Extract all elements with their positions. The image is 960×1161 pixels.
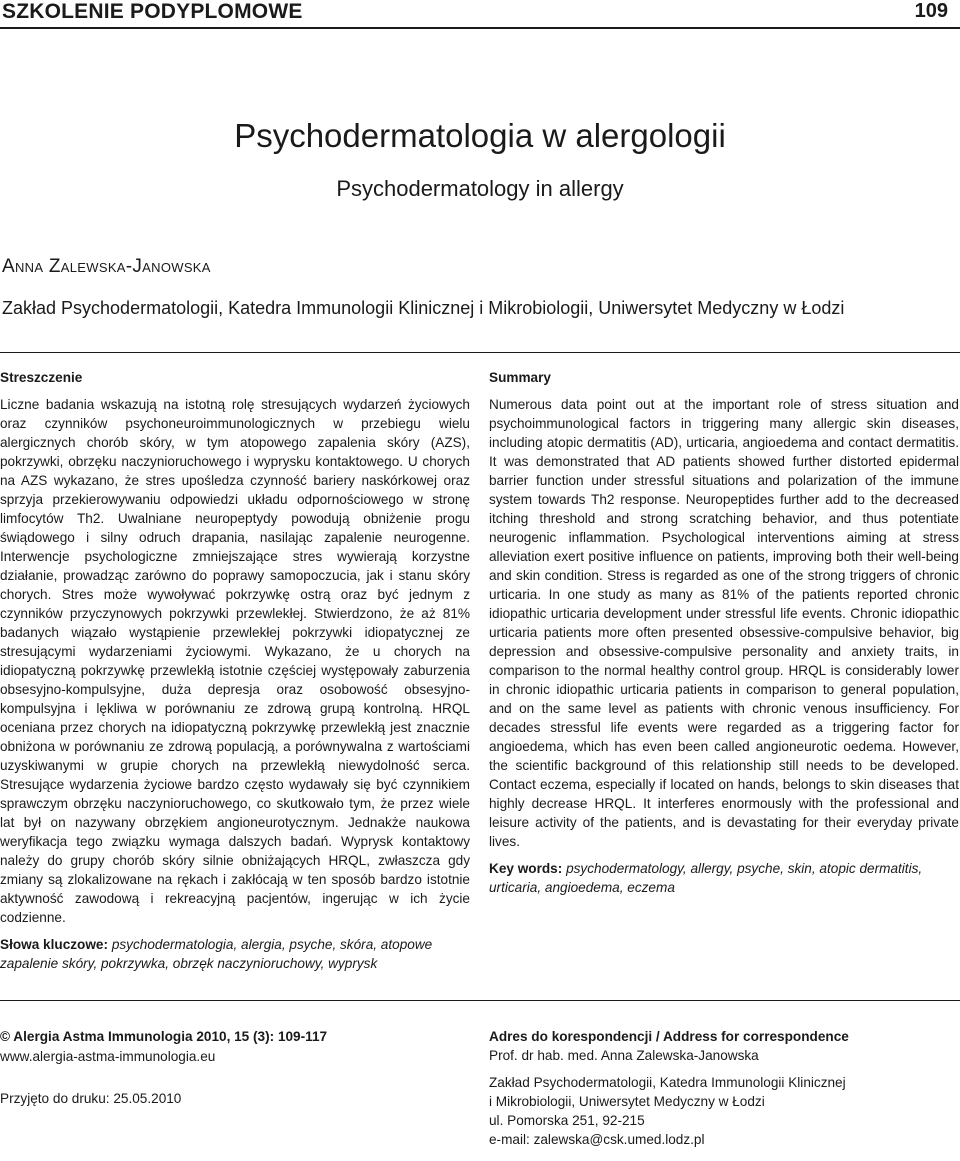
- running-header: [0, 0, 960, 26]
- journal-info: [0, 1027, 470, 1109]
- correspondence-email[interactable]: e-mail: zalewska@csk.umed.lodz.pl: [489, 1132, 705, 1147]
- address-line-2: i Mikrobiologii, Uniwersytet Medyczny w Łodzi: [489, 1094, 765, 1109]
- abstract-polish: [0, 368, 470, 973]
- abstract-polish-body: Liczne badania wskazują na istotną rolę stresujących wydarzeń życiowych oraz czynników psychoneuroimmunologicznych w przebiegu wielu alergicznych chorób skóry, w tym atopowego zapalenia skóry (AZS), pokrzywki, obrzęku naczynioruchowego i wyprysku kontaktowego. U chorych na AZS wykazano, że stres upośledza czynność bariery naskórkowej oraz sprzyja przekierowywaniu odpowiedzi układu odpornościowego w stronę limfocytów Th2. Uwalniane neuropeptydy powodują obniżenie progu świądowego i silny odruch drapania, nasilając zapalenie neurogenne. Interwencje psychologiczne zmniejszające stres wywierają korzystne działanie, prowadząc zarówno do poprawy samopoczucia, jak i stanu skóry chorych. Stres może wywoływać pokrzywkę ostrą oraz być jednym z czynników przyczynowych pokrzywki przewlekłej. Stwierdzono, że aż 81% badanych wiązało wystąpienie przewlekłej pokrzywki idiopatycznej ze stresującymi wydarzeniami życiowymi. Wykazano, że u chorych na idiopatyczną pokrzywkę przewlekłą istotnie częściej występowały zaburzenia obsesyjno-kompulsyjne, duża depresja oraz osobowość obsesyjno-kompulsyjna i lękliwa w porównaniu ze zdrową grupą kontrolną. HRQL oceniana przez chorych na idiopatyczną pokrzywkę przewlekłą jest znacznie obniżona w porównaniu ze zdrową populacją, a porównywalna z wartościami uzyskiwanymi w grupie chorych na przewlekłą niewydolność serca. Stresujące wydarzenia życiowe bardzo często wydawały się być czynnikiem sprawczym obrzęku naczynioruchowego, co skutkowało tym, że przez wiele lat był on nazywany obrzękiem angioneurotycznym. Jednakże naukowa weryfikacja tego związku wymaga dalszych badań. Wyprysk kontaktowy należy do grupy chorób skóry silnie obniżających HRQL, zwłaszcza gdy zmiany są zlokalizowane na rękach i zakłócają w ten sposób bardzo istotnie aktywność zawodową i rekreacyjną pacjentów, ingerując w ich życie codzienne.: [0, 397, 470, 925]
- section-label: SZKOLENIE PODYPLOMOWE: [2, 0, 303, 23]
- keywords-english-label: Key words:: [489, 861, 563, 876]
- journal-website[interactable]: www.alergia-astma-immunologia.eu: [0, 1049, 216, 1064]
- keywords-english: [489, 859, 959, 897]
- abstract-english-body: Numerous data point out at the important role of stress situation and psychoimmunological factors in triggering many allergic skin diseases, including atopic dermatitis (AD), urticaria, angioedema and contact dermatitis. It was demonstrated that AD patients showed further distorted epidermal barrier function under stressful situations and polarization of the immune system towards Th2 response. Neuropeptides further add to the decreased itching threshold and strong scratching behavior, and thus potentiate neurogenic inflammation. Psychological interventions aiming at stress alleviation exert positive influence on patients, improving both their well-being and skin condition. Stress is regarded as one of the strong triggers of chronic urticaria. In one study as many as 81% of the patients reported chronic idiopathic urticaria development under stressful life events. Chronic idiopathic urticaria patients more often presented obsessive-compulsive behavior, big depression and obsessive-compulsive personality and anxiety traits, in comparison to the normal healthy control group. HRQL is considerably lower in chronic idiopathic urticaria patients in comparison to general population, and on the same level as patients with chronic venous insufficiency. For decades stressful life events were regarded as a triggering factor for angioedema, which has even been called angioneurotic oedema. However, the scientific background of this relationship still needs to be developed. Contact eczema, especially if located on hands, belongs to skin diseases that highly decrease HRQL. It interferes enormously with the professional and leisure activity of the patients, and is devastating for their everyday private lives.: [489, 397, 959, 849]
- abstract-english-heading: Summary: [489, 370, 551, 385]
- abstract-polish-heading: Streszczenie: [0, 370, 83, 385]
- header-rule: [0, 27, 960, 29]
- author-name: Anna Zalewska-Janowska: [2, 256, 211, 277]
- keywords-polish: [0, 935, 470, 973]
- article-title: Psychodermatologia w alergologii: [234, 117, 726, 154]
- keywords-polish-label: Słowa kluczowe:: [0, 937, 109, 952]
- accepted-date: Przyjęto do druku: 25.05.2010: [0, 1091, 182, 1106]
- correspondent-name: Prof. dr hab. med. Anna Zalewska-Janowska: [489, 1048, 759, 1063]
- article-subtitle: Psychodermatology in allergy: [336, 176, 624, 201]
- author-affiliation: Zakład Psychodermatologii, Katedra Immunologii Klinicznej i Mikrobiologii, Uniwersytet Medyczny w Łodzi: [2, 298, 845, 318]
- correspondence-block: [489, 1027, 959, 1149]
- abstract-english: [489, 368, 959, 897]
- correspondence-heading: Adres do korespondencji / Address for correspondence: [489, 1029, 849, 1044]
- keywords-polish-text: psychodermatologia, alergia, psyche, skóra, atopowe zapalenie skóry, pokrzywka, obrzęk naczynioruchowy, wyprysk: [0, 937, 433, 971]
- footer-divider: [0, 1000, 960, 1001]
- address-line-1: Zakład Psychodermatologii, Katedra Immunologii Klinicznej: [489, 1075, 846, 1090]
- keywords-english-text: psychodermatology, allergy, psyche, skin, atopic dermatitis, urticaria, angioedema, eczema: [489, 861, 923, 895]
- address-line-3: ul. Pomorska 251, 92-215: [489, 1113, 645, 1128]
- journal-citation: © Alergia Astma Immunologia 2010, 15 (3): 109-117: [0, 1029, 328, 1044]
- abstract-divider: [0, 352, 960, 353]
- page-number: 109: [914, 0, 948, 22]
